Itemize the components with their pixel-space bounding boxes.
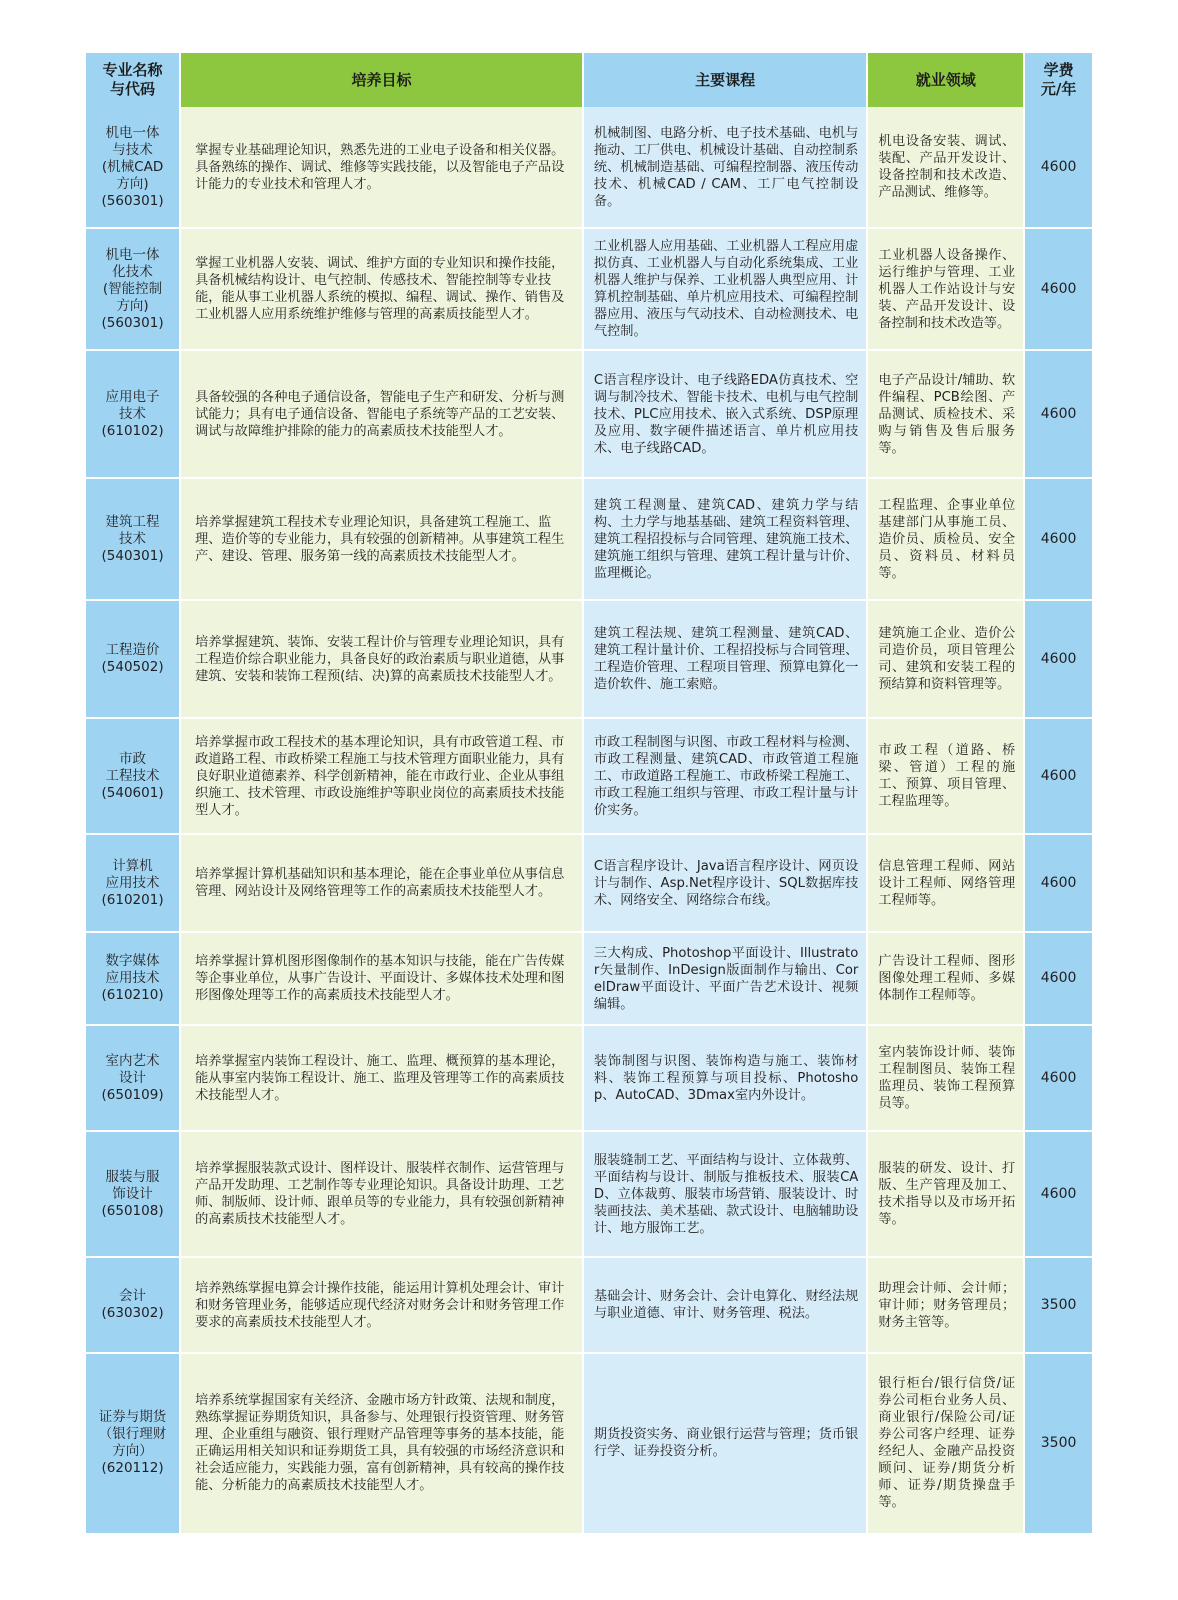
tuition-fee: 4600 xyxy=(1025,835,1092,933)
training-goal: 培养掌握室内装饰工程设计、施工、监理、概预算的基本理论，能从事室内装饰工程设计、施工、监理及管理等工作的高素质技术技能型人才。 xyxy=(181,1026,582,1132)
major-name-line: 计算机 xyxy=(112,857,153,874)
employment-field: 助理会计师、会计师；审计师；财务管理员；财务主管等。 xyxy=(868,1258,1023,1354)
employment-field: 银行柜台/银行信贷/证券公司柜台业务人员、商业银行/保险公司/证券公司客户经理、证券经纪人、金融产品投资顾问、证券/期货分析师、证券/期货操盘手等。 xyxy=(868,1354,1023,1535)
major-name-line: 数字媒体 xyxy=(105,953,160,970)
table-row xyxy=(86,229,1092,351)
major-name-line: 方向） xyxy=(112,1443,153,1460)
main-courses: C语言程序设计、电子线路EDA仿真技术、空调与制冷技术、智能卡技术、电机与电气控制技术、PLC应用技术、嵌入式系统、DSP原理及应用、数字硬件描述语言、单片机应用技术、电子线路CAD。 xyxy=(584,351,866,479)
main-courses: 期货投资实务、商业银行运营与管理；货币银行学、证券投资分析。 xyxy=(584,1354,866,1535)
main-courses: 三大构成、Photoshop平面设计、Illustrator矢量制作、InDesign版面制作与输出、CorelDraw平面设计、平面广告艺术设计、视频编辑。 xyxy=(584,933,866,1027)
major-name-line: 应用技术 xyxy=(105,970,160,987)
employment-field: 服装的研发、设计、打版、生产管理及加工、技术指导以及市场开拓等。 xyxy=(868,1132,1023,1258)
main-courses: 工业机器人应用基础、工业机器人工程应用虚拟仿真、工业机器人与自动化系统集成、工业机器人维护与保养、工业机器人典型应用、计算机控制基础、单片机应用技术、可编程控制器应用、液压与气动技术、自动检测技术、电气控制。 xyxy=(584,229,866,351)
tuition-fee: 4600 xyxy=(1025,351,1092,479)
major-name-line: (610201) xyxy=(101,891,164,908)
major-name-line: 会计 xyxy=(119,1288,147,1305)
major-name-line: 建筑工程 xyxy=(105,513,160,530)
employment-field: 电子产品设计/辅助、软件编程、PCB绘图、产品测试、质检技术、采购与销售及售后服务等。 xyxy=(868,351,1023,479)
major-name xyxy=(86,1132,179,1258)
major-name xyxy=(86,1258,179,1354)
table-row xyxy=(86,1132,1092,1258)
training-goal: 掌握专业基础理论知识，熟悉先进的工业电子设备和相关仪器。具备熟练的操作、调试、维修等实践技能，以及智能电子产品设计能力的专业技术和管理人才。 xyxy=(181,107,582,229)
tuition-fee: 3500 xyxy=(1025,1354,1092,1535)
major-name-line: (650109) xyxy=(101,1086,164,1103)
table-row xyxy=(86,1258,1092,1354)
major-name-line: 化技术 xyxy=(112,263,153,280)
employment-field: 信息管理工程师、网站设计工程师、网络管理工程师等。 xyxy=(868,835,1023,933)
training-goal: 培养熟练掌握电算会计操作技能，能运用计算机处理会计、审计和财务管理业务，能够适应现代经济对财务会计和财务管理工作要求的高素质技术技能型人才。 xyxy=(181,1258,582,1354)
employment-field: 广告设计工程师、图形图像处理工程师、多媒体制作工程师等。 xyxy=(868,933,1023,1027)
header-course: 主要课程 xyxy=(584,53,866,107)
training-goal: 培养掌握计算机基础知识和基本理论，能在企事业单位从事信息管理、网站设计及网络管理等工作的高素质技术技能型人才。 xyxy=(181,835,582,933)
training-goal: 掌握工业机器人安装、调试、维护方面的专业知识和操作技能，具备机械结构设计、电气控制、传感技术、智能控制等专业技能，能从事工业机器人系统的模拟、编程、调试、操作、销售及工业机器人应用系统维护维修与管理的高素质技能型人才。 xyxy=(181,229,582,351)
main-courses: 服装缝制工艺、平面结构与设计、立体裁剪、平面结构与设计、制版与推板技术、服装CAD、立体裁剪、服装市场营销、服装设计、时装画技法、美术基础、款式设计、电脑辅助设计、地方服饰工艺。 xyxy=(584,1132,866,1258)
table-row xyxy=(86,835,1092,933)
table-row xyxy=(86,933,1092,1027)
major-name-line: (智能控制 xyxy=(102,280,163,297)
major-name-line: 方向) xyxy=(116,297,149,314)
major-name xyxy=(86,1354,179,1535)
table-row xyxy=(86,601,1092,719)
training-goal: 培养掌握建筑、装饰、安装工程计价与管理专业理论知识，具有工程造价综合职业能力，具备良好的政治素质与职业道德，从事建筑、安装和装饰工程预(结、决)算的高素质技术技能型人才。 xyxy=(181,601,582,719)
main-courses: 市政工程制图与识图、市政工程材料与检测、市政工程测量、建筑CAD、市政管道工程施工、市政道路工程施工、市政桥梁工程施工、市政工程施工组织与管理、市政工程计量与计价实务。 xyxy=(584,719,866,835)
major-name-line: (620112) xyxy=(101,1460,164,1477)
employment-field: 工业机器人设备操作、运行维护与管理、工业机器人工作站设计与安装、产品开发设计、设备控制和技术改造等。 xyxy=(868,229,1023,351)
tuition-fee: 4600 xyxy=(1025,107,1092,229)
table-row xyxy=(86,719,1092,835)
employment-field: 室内装饰设计师、装饰工程制图员、装饰工程监理员、装饰工程预算员等。 xyxy=(868,1026,1023,1132)
main-courses: 基础会计、财务会计、会计电算化、财经法规与职业道德、审计、财务管理、税法。 xyxy=(584,1258,866,1354)
employment-field: 机电设备安装、调试、装配、产品开发设计、设备控制和技术改造、产品测试、维修等。 xyxy=(868,107,1023,229)
major-name-line: (540301) xyxy=(101,547,164,564)
tuition-fee: 4600 xyxy=(1025,601,1092,719)
employment-field: 工程监理、企事业单位基建部门从事施工员、造价员、质检员、安全员、资料员、材料员等。 xyxy=(868,479,1023,601)
major-name-line: 市政 xyxy=(119,750,147,767)
main-courses: 装饰制图与识图、装饰构造与施工、装饰材料、装饰工程预算与项目投标、Photoshop、AutoCAD、3Dmax室内外设计。 xyxy=(584,1026,866,1132)
major-name-line: 与技术 xyxy=(112,141,153,158)
employment-field: 市政工程（道路、桥梁、管道）工程的施工、预算、项目管理、工程监理等。 xyxy=(868,719,1023,835)
major-name xyxy=(86,479,179,601)
major-name-line: 方向) xyxy=(116,175,149,192)
major-name-line: 机电一体 xyxy=(105,124,160,141)
training-goal: 培养掌握服装款式设计、图样设计、服装样衣制作、运营管理与产品开发助理、工艺制作等专业理论知识。具备设计助理、工艺师、制版师、设计师、跟单员等的专业能力，具有较强创新精神的高素质技术技能型人才。 xyxy=(181,1132,582,1258)
major-name xyxy=(86,601,179,719)
major-name xyxy=(86,835,179,933)
major-name xyxy=(86,719,179,835)
major-name-line: 室内艺术 xyxy=(105,1052,160,1069)
major-name-line: (630302) xyxy=(101,1305,164,1322)
training-goal: 培养系统掌握国家有关经济、金融市场方针政策、法规和制度，熟练掌握证券期货知识，具备参与、处理银行投资管理、财务管理、企业重组与融资、银行理财产品管理等事务的基本技能，能正确运用相关知识和证券期货工具，具有较强的市场经济意识和社会适应能力，实践能力强，富有创新精神，具有较高的操作技能、分析能力的高素质技术技能型人才。 xyxy=(181,1354,582,1535)
training-goal: 具备较强的各种电子通信设备，智能电子生产和研发、分析与测试能力；具有电子通信设备、智能电子系统等产品的工艺安装、调试与故障维护排除的能力的高素质技术技能型人才。 xyxy=(181,351,582,479)
major-name-line: 饰设计 xyxy=(112,1185,153,1202)
major-name xyxy=(86,351,179,479)
major-name-line: (540601) xyxy=(101,784,164,801)
major-name-line: (610210) xyxy=(101,987,164,1004)
major-name-line: (540502) xyxy=(101,659,164,676)
main-courses: 机械制图、电路分析、电子技术基础、电机与拖动、工厂供电、机械设计基础、自动控制系统、机械制造基础、可编程控制器、液压传动技术、机械CAD / CAM、工厂电气控制设备。 xyxy=(584,107,866,229)
major-name-line: 服装与服 xyxy=(105,1168,160,1185)
major-name-line: 应用电子 xyxy=(105,388,160,405)
major-name-line: 技术 xyxy=(119,405,147,422)
major-name-line: (560301) xyxy=(101,192,164,209)
major-name-line: 机电一体 xyxy=(105,246,160,263)
major-name-line: （银行理财 xyxy=(98,1426,167,1443)
table-row xyxy=(86,107,1092,229)
tuition-fee: 4600 xyxy=(1025,1026,1092,1132)
header-name: 专业名称 与代码 xyxy=(86,53,179,107)
tuition-fee: 4600 xyxy=(1025,933,1092,1027)
tuition-fee: 4600 xyxy=(1025,719,1092,835)
major-name-line: 证券与期货 xyxy=(98,1409,167,1426)
major-name xyxy=(86,1026,179,1132)
table-row xyxy=(86,1026,1092,1132)
training-goal: 培养掌握建筑工程技术专业理论知识，具备建筑工程施工、监理、造价等的专业能力，具有较强的创新精神。从事建筑工程生产、建设、管理、服务第一线的高素质技术技能型人才。 xyxy=(181,479,582,601)
table-row xyxy=(86,351,1092,479)
majors-table xyxy=(84,53,1094,1535)
training-goal: 培养掌握市政工程技术的基本理论知识，具有市政管道工程、市政道路工程、市政桥梁工程施工与技术管理方面职业能力，具有良好职业道德素养、科学创新精神，能在市政行业、企业从事组织施工、技术管理、市政设施维护等职业岗位的高素质技术技能型人才。 xyxy=(181,719,582,835)
main-courses: 建筑工程法规、建筑工程测量、建筑CAD、建筑工程计量计价、工程招投标与合同管理、工程造价管理、工程项目管理、预算电算化一造价软件、施工索赔。 xyxy=(584,601,866,719)
major-name xyxy=(86,933,179,1027)
header-field: 就业领域 xyxy=(868,53,1023,107)
major-name-line: 技术 xyxy=(119,530,147,547)
tuition-fee: 4600 xyxy=(1025,479,1092,601)
major-name-line: 应用技术 xyxy=(105,874,160,891)
training-goal: 培养掌握计算机图形图像制作的基本知识与技能，能在广告传媒等企事业单位，从事广告设计、平面设计、多媒体技术处理和图形图像处理等工作的高素质技术技能型人才。 xyxy=(181,933,582,1027)
tuition-fee: 4600 xyxy=(1025,229,1092,351)
main-courses: C语言程序设计、Java语言程序设计、网页设计与制作、Asp.Net程序设计、SQL数据库技术、网络安全、网络综合布线。 xyxy=(584,835,866,933)
employment-field: 建筑施工企业、造价公司造价员，项目管理公司、建筑和安装工程的预结算和资料管理等。 xyxy=(868,601,1023,719)
header-fee: 学费 元/年 xyxy=(1025,53,1092,107)
major-name-line: (650108) xyxy=(101,1202,164,1219)
header-row xyxy=(86,53,1092,107)
major-name xyxy=(86,107,179,229)
tuition-fee: 3500 xyxy=(1025,1258,1092,1354)
major-name-line: (机械CAD xyxy=(101,158,164,175)
table-row xyxy=(86,479,1092,601)
major-name-line: (610102) xyxy=(101,422,164,439)
major-name-line: 工程造价 xyxy=(105,642,160,659)
table-body xyxy=(86,107,1092,1535)
major-name-line: (560301) xyxy=(101,314,164,331)
major-name xyxy=(86,229,179,351)
table-row xyxy=(86,1354,1092,1535)
major-name-line: 工程技术 xyxy=(105,767,160,784)
header-goal: 培养目标 xyxy=(181,53,582,107)
main-courses: 建筑工程测量、建筑CAD、建筑力学与结构、土力学与地基基础、建筑工程资料管理、建筑工程招投标与合同管理、建筑施工技术、建筑施工组织与管理、建筑工程计量与计价、监理概论。 xyxy=(584,479,866,601)
major-name-line: 设计 xyxy=(119,1069,147,1086)
tuition-fee: 4600 xyxy=(1025,1132,1092,1258)
